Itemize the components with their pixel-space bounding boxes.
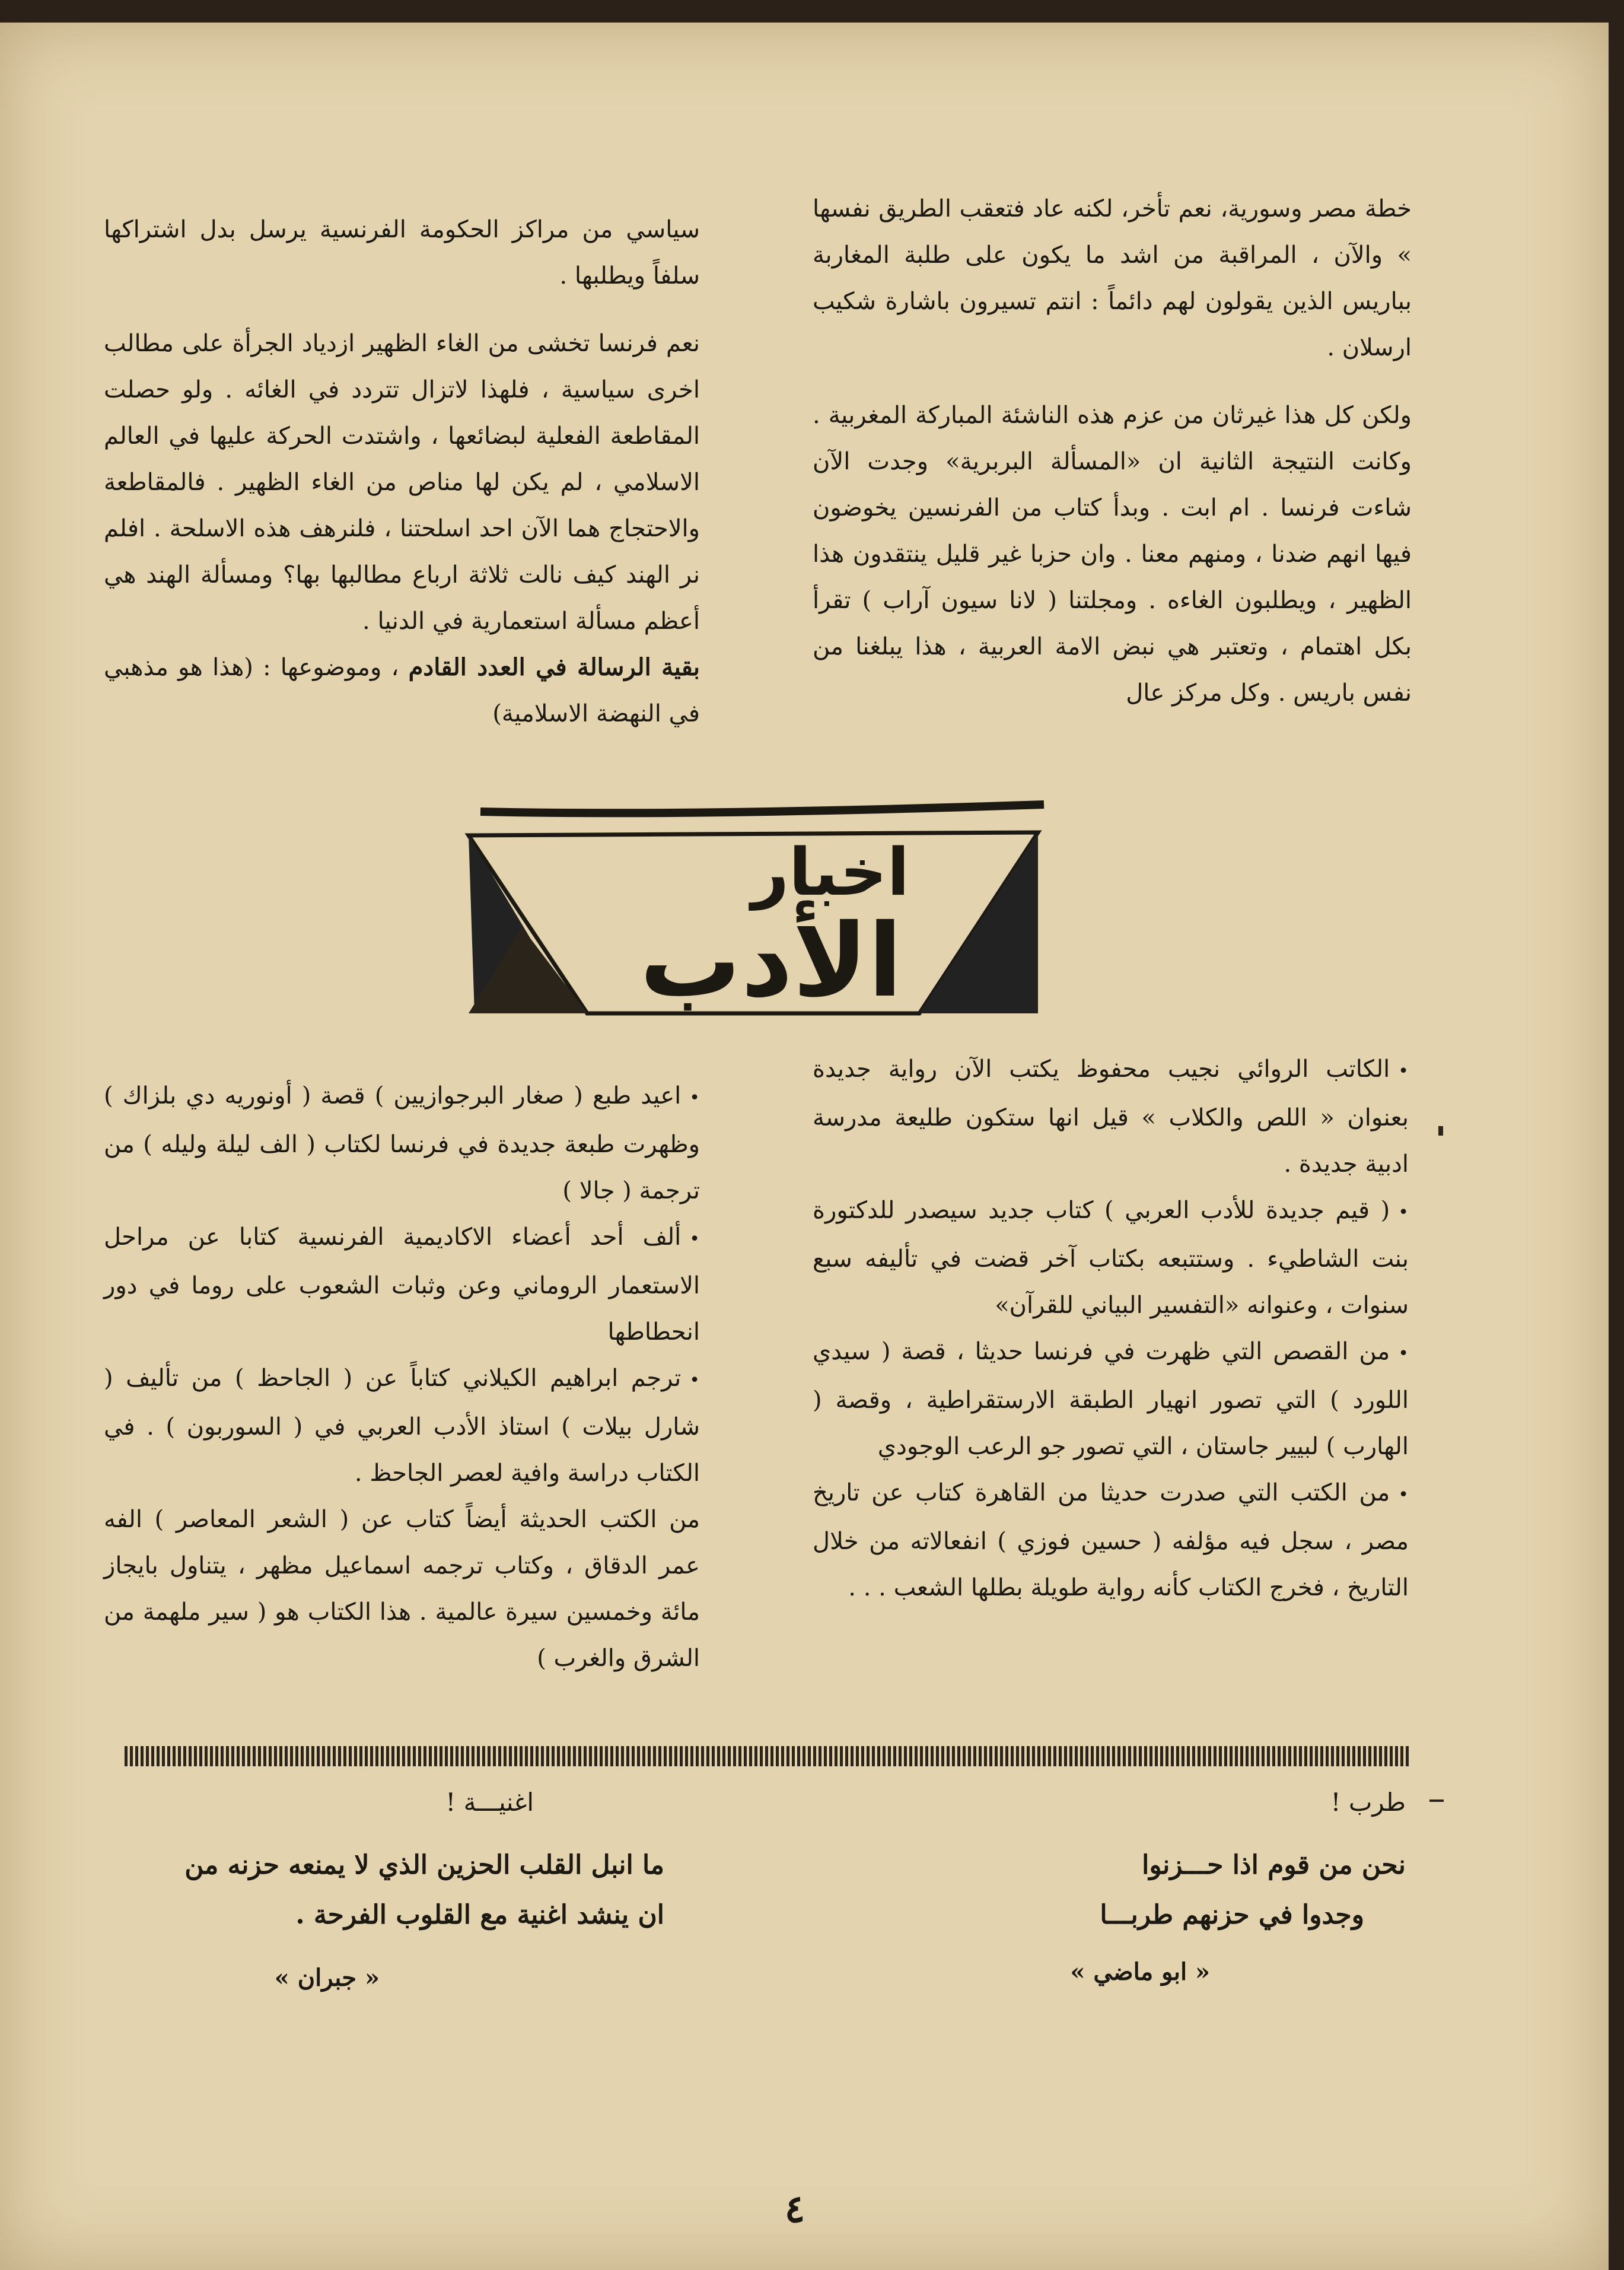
continuation-rest: ، وموضوعها : (هذا هو مذهبي في النهضة الاسلامية) [104,654,700,727]
news-item [813,1470,1409,1611]
bullet-icon: • [1398,1061,1409,1082]
poem-line: نحن من قوم اذا حـــزنوا [1142,1850,1406,1880]
page-number: ٤ [784,2187,805,2231]
bullet-icon: • [689,1229,700,1250]
continuation-bold: بقية الرسالة في العدد القادم [408,653,700,681]
poem-title: طرب ! [1330,1788,1406,1817]
paragraph: نعم فرنسا تخشى من الغاء الظهير ازدياد الجرأة على مطالب اخرى سياسية ، فلهذا لاتزال تتردد في الغائه . ولو حصلت المقاطعة الفعلية لبضائعها ، واشتدت الحركة عليها في العالم الاسلامي ، لم يكن لها مناص من الغاء الظهير . فالمقاطعة والاحتجاج هما الآن احد اسلحتنا ، فلنرهف هذه الاسلحة . افلم نر الهند كيف نالت ثلاثة ارباع مطالبها بها؟ ومسألة الهند هي أعظم مسألة استعمارية في الدنيا . [104,330,700,635]
news-item-text: ألف أحد أعضاء الاكاديمية الفرنسية كتابا عن مراحل الاستعمار الروماني وعن وثبات الشعوب على روما في دور انحطاطها [104,1223,700,1346]
news-item [813,1187,1409,1328]
bullet-icon: • [1398,1484,1409,1505]
section-divider [125,1746,1409,1766]
section-banner [451,800,1056,1043]
paragraph: ولكن كل هذا غيرثان من عزم هذه الناشئة المباركة المغربية . وكانت النتيجة الثانية ان «المسألة البربرية» وجدت الآن شاءت فرنسا . ام ابت . وبدأ كتاب من الفرنسين يخوضون فيها انهم ضدنا ، ومنهم معنا . وان حزبا غير قليل ينتقدون هذا الظهير ، ويطلبون الغاءه . ومجلتنا ( لانا سيون آراب ) تقرأ بكل اهتمام ، وتعتبر هي نبض الامة العربية ، هذا يبلغنا من نفس باريس . وكل مركز عال [813,402,1412,707]
bullet-icon: • [689,1088,700,1108]
news-item [813,1328,1409,1470]
news-item-text: اعيد طبع ( صغار البرجوازيين ) قصة ( أونوريه دي بلزاك ) وظهرت طبعة جديدة في فرنسا لكتاب ( الف ليلة وليله ) من ترجمة ( جالا ) [104,1082,700,1204]
bullet-icon: • [1398,1202,1409,1223]
top-left-column [104,206,700,737]
poem-line: ما انبل القلب الحزين الذي لا يمنعه حزنه من [184,1850,664,1880]
bullet-icon: • [689,1370,700,1391]
news-item-text: من الكتب التي صدرت حديثا من القاهرة كتاب عن تاريخ مصر ، سجل فيه مؤلفه ( حسين فوزي ) انفعالاته من خلال التاريخ ، فخرج الكتاب كأنه رواية طويلة بطلها الشعب . . . [813,1479,1409,1601]
banner-line1: اخبار [751,834,910,910]
news-item [104,1214,700,1355]
poem-right [872,1788,1406,1986]
news-item [104,1073,700,1214]
paragraph: خطة مصر وسورية، نعم تأخر، لكنه عاد فتعقب الطريق نفسها » والآن ، المراقبة من اشد ما يكون على طلبة المغاربة بباريس الذين يقولون لهم دائماً : انتم تسيرون باشارة شكيب ارسلان . [813,195,1412,361]
banner-line2: الأدب [639,902,903,1020]
continuation-note [104,644,700,737]
top-right-column [813,186,1412,716]
news-item-text: ( قيم جديدة للأدب العربي ) كتاب جديد سيصدر للدكتورة بنت الشاطيء . وستتبعه بكتاب آخر قضت في تأليفه سبع سنوات ، وعنوانه «التفسير البياني للقرآن» [813,1197,1409,1319]
poem-author: « ابو ماضي » [1070,1958,1210,1986]
edge-mark [1429,1800,1444,1802]
news-right-column [813,1046,1409,1611]
poem-line: ان ينشد اغنية مع القلوب الفرحة . [295,1900,664,1930]
news-item [813,1046,1409,1187]
paragraph: سياسي من مراكز الحكومة الفرنسية يرسل بدل اشتراكها سلفاً ويطلبها . [104,216,700,290]
poem-author: « جبران » [274,1964,380,1992]
bullet-icon: • [1398,1343,1409,1364]
news-left-column [104,1073,700,1681]
poem-title: اغنيـــة ! [445,1788,534,1817]
news-item [104,1355,700,1496]
poem-line: وجدوا في حزنهم طربـــا [1100,1900,1364,1930]
magazine-page [0,23,1609,2270]
banner-right-triangle [919,832,1038,1013]
banner-top-stroke [480,805,1044,813]
news-item-text: من القصص التي ظهرت في فرنسا حديثا ، قصة ( سيدي اللورد ) التي تصور انهيار الطبقة الارستقراطية ، وقصة ( الهارب ) لبيير جاستان ، التي تصور جو الرعب الوجودي [813,1338,1409,1460]
edge-mark [1438,1126,1443,1136]
news-item-plain: من الكتب الحديثة أيضاً كتاب عن ( الشعر المعاصر ) الفه عمر الدقاق ، وكتاب ترجمه اسماعيل مظهر ، يتناول بايجاز مائة وخمسين سيرة عالمية . هذا الكتاب هو ( سير ملهمة من الشرق والغرب ) [104,1506,700,1672]
poem-left [119,1788,712,1992]
news-item-text: ترجم ابراهيم الكيلاني كتاباً عن ( الجاحظ ) من تأليف ( شارل بيلات ) استاذ الأدب العربي في ( السوربون ) . في الكتاب دراسة وافية لعصر الجاحظ . [104,1365,700,1487]
news-item-text: الكاتب الروائي نجيب محفوظ يكتب الآن رواية جديدة بعنوان « اللص والكلاب » قيل انها ستكون طليعة مدرسة ادبية جديدة . [813,1055,1409,1178]
